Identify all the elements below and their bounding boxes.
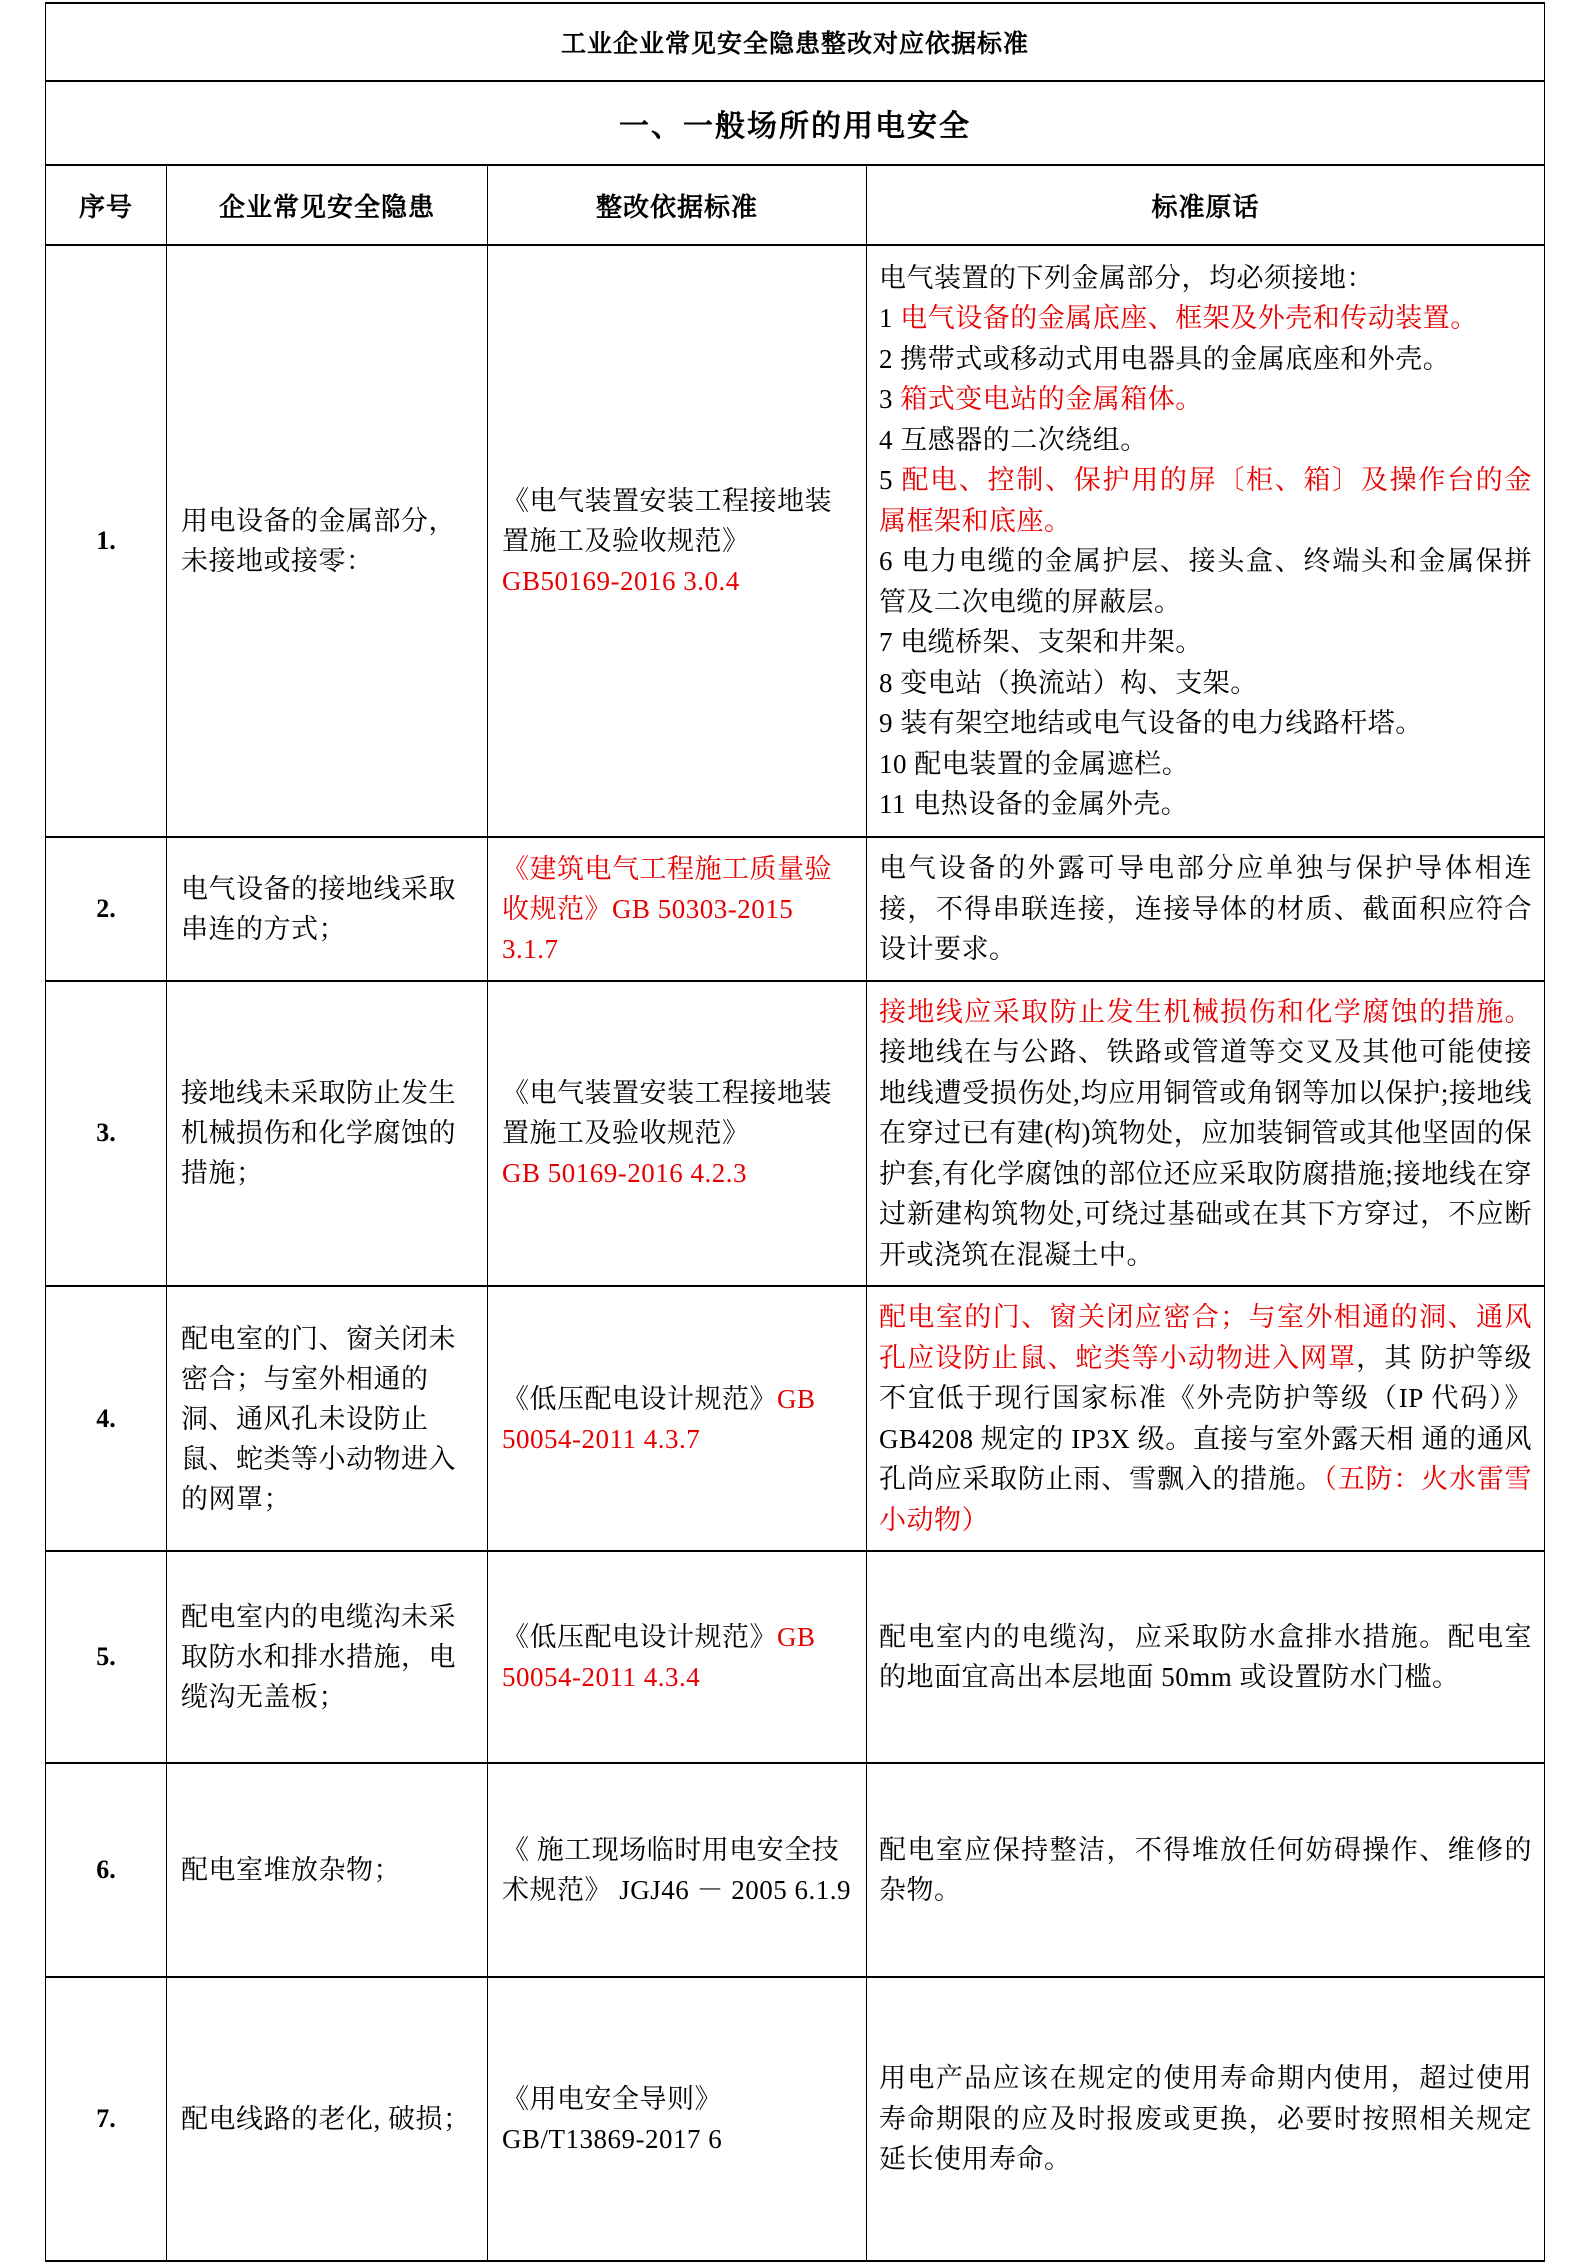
red-highlight-text: GB 50054-2011 4.3.7 — [502, 1383, 816, 1454]
red-highlight-text: GB 50169-2016 4.2.3 — [502, 1158, 747, 1189]
section-row — [46, 82, 1544, 166]
red-highlight-text: （五防：火水雷雪小动物） — [879, 1464, 1533, 1535]
cell-hazard — [166, 1764, 487, 1976]
section-heading: 一、一般场所的用电安全 — [619, 110, 971, 143]
cell-serial-number: 6. — [96, 1855, 116, 1884]
cell-basis-standard — [487, 246, 866, 836]
cell-basis-standard — [487, 1552, 866, 1762]
cell-hazard — [166, 1552, 487, 1762]
cell-hazard — [166, 838, 487, 980]
hazard-text: 配电室的门、窗关闭未密合；与室外相通的洞、通风孔未设防止鼠、蛇类等小动物进入的网罩； — [181, 1323, 456, 1514]
paragraph — [502, 1617, 856, 1697]
text-segment: ，其 防护等级不宜低于现行国家标准《外壳防护等级（IP 代码）》GB4208 规定的 IP3X 级。直接与室外露天相 通的通风孔尚应采取防止雨、雪飘入的措施。 — [879, 1342, 1533, 1494]
cell-standard-original-text — [866, 838, 1544, 980]
text-segment: 《电气装置安装工程接地装置施工及验收规范》 — [502, 1078, 832, 1149]
cell-basis-standard — [487, 838, 866, 980]
red-highlight-text: GB 50054-2011 4.3.4 — [502, 1622, 816, 1692]
paragraph — [879, 379, 1532, 420]
paragraph — [879, 622, 1532, 663]
hazard-text: 配电室内的电缆沟未采取防水和排水措施，电缆沟无盖板； — [181, 1602, 456, 1712]
paragraph — [879, 848, 1532, 970]
paragraph — [879, 541, 1532, 622]
text-segment: 8 变电站（换流站）构、支架。 — [879, 667, 1258, 698]
col-header-hazard: 企业常见安全隐患 — [166, 166, 487, 244]
paragraph — [879, 1617, 1532, 1698]
paragraph — [502, 1073, 856, 1153]
text-segment: 9 装有架空地结或电气设备的电力线路杆塔。 — [879, 708, 1423, 738]
cell-basis-standard — [487, 1978, 866, 2260]
cell-basis-standard — [487, 1764, 866, 1976]
text-segment: 11 电热设备的金属外壳。 — [879, 789, 1189, 819]
text-segment: 5 — [879, 465, 902, 495]
cell-hazard — [166, 1287, 487, 1550]
paragraph — [502, 1830, 856, 1910]
text-segment: 电气设备的外露可导电部分应单独与保护导体相连接，不得串联连接，连接导体的材质、截面积应符合设计要求。 — [879, 853, 1532, 964]
paragraph — [879, 992, 1532, 1276]
table-row — [46, 982, 1544, 1288]
red-highlight-text: 配电、控制、保护用的屏〔柜、箱〕及操作台的金属框架和底座。 — [879, 465, 1533, 536]
col-header-serial: 序号 — [78, 192, 133, 222]
text-segment: 7 电缆桥架、支架和井架。 — [879, 627, 1203, 657]
paragraph — [879, 2058, 1532, 2180]
paragraph — [502, 849, 856, 969]
hazard-text: 配电线路的老化, 破损； — [181, 2104, 471, 2134]
cell-hazard — [166, 246, 487, 836]
hazard-text: 电气设备的接地线采取串连的方式； — [181, 873, 456, 944]
paragraph — [879, 298, 1532, 339]
paragraph — [502, 481, 856, 561]
cell-basis-standard — [487, 982, 866, 1286]
cell-hazard — [166, 982, 487, 1286]
cell-standard-original-text — [866, 1978, 1544, 2260]
paragraph — [879, 258, 1532, 299]
text-segment: 《低压配电设计规范》 — [502, 1622, 777, 1652]
text-segment: 3 — [879, 384, 901, 414]
paragraph — [502, 2079, 856, 2159]
document-title: 工业企业常见安全隐患整改对应依据标准 — [560, 31, 1029, 58]
table-row — [46, 838, 1544, 982]
text-segment: 《低压配电设计规范》 — [502, 1383, 777, 1414]
paragraph — [502, 1153, 856, 1193]
cell-serial-number: 2. — [96, 893, 116, 923]
cell-serial-number: 1. — [96, 526, 116, 555]
cell-hazard — [166, 1978, 487, 2260]
text-segment: 6 电力电缆的金属护层、接头盒、终端头和金属保拼管及二次电缆的屏蔽层。 — [879, 546, 1532, 617]
cell-serial-number: 7. — [96, 2104, 116, 2133]
cell-standard-original-text — [866, 982, 1544, 1286]
text-segment: 1 — [879, 303, 901, 333]
title-row — [46, 4, 1544, 82]
text-segment: 用电产品应该在规定的使用寿命期内使用，超过使用寿命期限的应及时报废或更换，必要时按照相关规定延长使用寿命。 — [879, 2063, 1532, 2175]
cell-standard-original-text — [866, 1552, 1544, 1762]
paragraph — [502, 1379, 856, 1459]
cell-serial-number: 5. — [96, 1642, 116, 1671]
cell-standard-original-text — [866, 246, 1544, 836]
paragraph — [879, 339, 1532, 380]
text-segment: 电气装置的下列金属部分，均必须接地： — [879, 262, 1374, 293]
standards-table — [45, 2, 1545, 2262]
hazard-text: 用电设备的金属部分，未接地或接零： — [181, 506, 456, 576]
table-row — [46, 246, 1544, 838]
text-segment: 《 施工现场临时用电安全技术规范》 JGJ46 － 2005 6.1.9 — [502, 1835, 852, 1905]
paragraph — [879, 784, 1532, 825]
cell-basis-standard — [487, 1287, 866, 1550]
text-segment: 配电室应保持整洁，不得堆放任何妨碍操作、维修的杂物。 — [879, 1834, 1532, 1905]
paragraph — [879, 1297, 1532, 1540]
table-row — [46, 1287, 1544, 1552]
red-highlight-text: 箱式变电站的金属箱体。 — [900, 384, 1203, 414]
paragraph — [879, 460, 1532, 541]
table-row — [46, 1764, 1544, 1978]
col-header-basis: 整改依据标准 — [487, 166, 866, 244]
table-body — [46, 246, 1544, 2260]
cell-standard-original-text — [866, 1287, 1544, 1550]
cell-serial-number: 4. — [96, 1403, 116, 1433]
table-row — [46, 1978, 1544, 2260]
text-segment: 2 携带式或移动式用电器具的金属底座和外壳。 — [879, 343, 1451, 374]
text-segment: 10 配电装置的金属遮栏。 — [879, 748, 1190, 779]
cell-standard-original-text — [866, 1764, 1544, 1976]
text-segment: 《电气装置安装工程接地装置施工及验收规范》 — [502, 486, 832, 556]
paragraph — [879, 703, 1532, 744]
red-highlight-text: 配电室的门、窗关闭应密合；与室外相通的洞、通风孔应设防止鼠、蛇类等小动物进入网罩 — [879, 1302, 1532, 1373]
table-row — [46, 1552, 1544, 1764]
col-header-original-text: 标准原话 — [866, 166, 1544, 244]
red-highlight-text: 接地线应采取防止发生机械损伤和化学腐蚀的措施。 — [879, 996, 1532, 1027]
red-highlight-text: GB50169-2016 3.0.4 — [502, 566, 740, 596]
red-highlight-text: 《建筑电气工程施工质量验收规范》GB 50303-2015 3.1.7 — [502, 853, 832, 964]
text-segment: 《用电安全导则》GB/T13869-2017 6 — [502, 2084, 723, 2154]
paragraph — [879, 420, 1532, 461]
paragraph — [879, 663, 1532, 704]
red-highlight-text: 电气设备的金属底座、框架及外壳和传动装置。 — [900, 303, 1478, 333]
table-header-row — [46, 166, 1544, 246]
paragraph — [879, 1830, 1532, 1911]
cell-serial-number: 3. — [96, 1118, 116, 1148]
text-segment: 4 互感器的二次绕组。 — [879, 424, 1148, 455]
hazard-text: 接地线未采取防止发生机械损伤和化学腐蚀的措施； — [181, 1078, 456, 1189]
text-segment: 接地线在与公路、铁路或管道等交叉及其他可能使接地线遭受损伤处,均应用铜管或角钢等加以保护;接地线在穿过已有建(构)筑物处，应加装铜管或其他坚固的保护套,有化学腐蚀的部位还应采取防腐措施;接地线在穿过新建构筑物处,可绕过基础或在其下方穿过，不应断开或浇筑在混凝土中。 — [879, 1037, 1532, 1270]
paragraph — [502, 561, 856, 601]
paragraph — [879, 744, 1532, 785]
hazard-text: 配电室堆放杂物； — [181, 1855, 401, 1885]
text-segment: 配电室内的电缆沟，应采取防水盒排水措施。配电室的地面宜高出本层地面 50mm 或设置防水门槛。 — [879, 1621, 1532, 1692]
